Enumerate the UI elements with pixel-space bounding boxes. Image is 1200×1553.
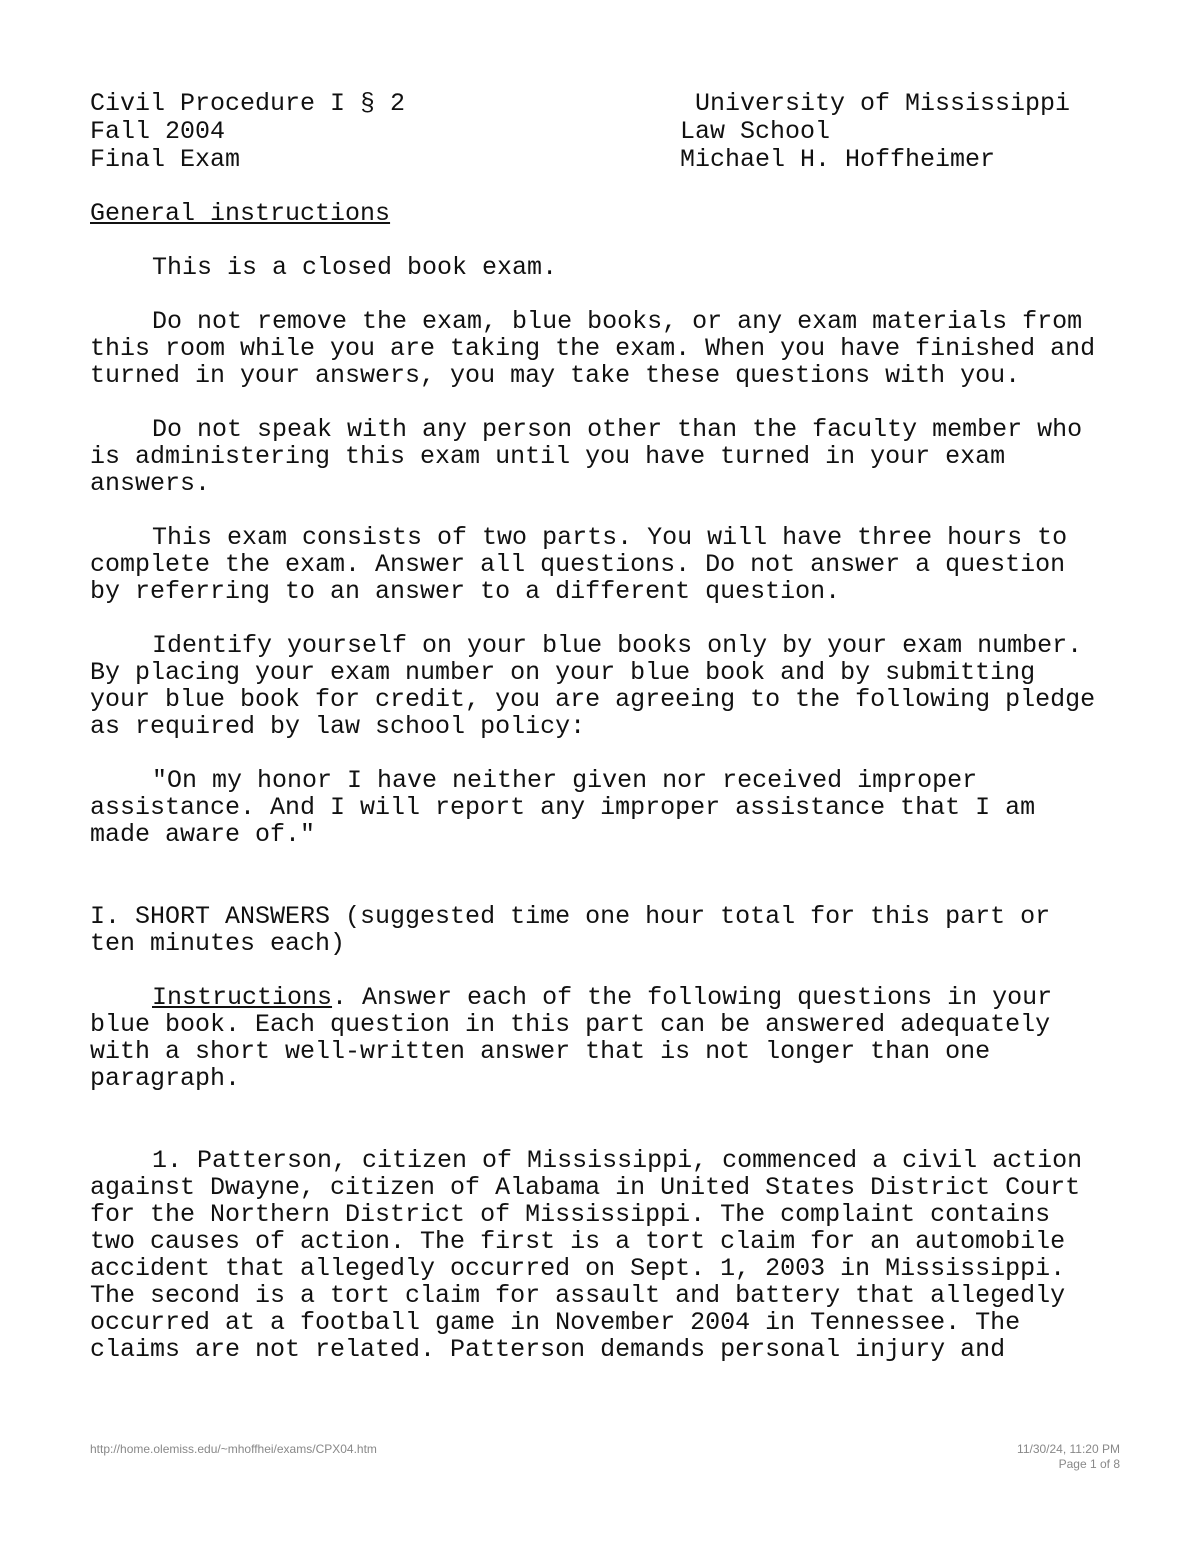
header-row — [90, 90, 1120, 118]
text-line: by referring to an answer to a different question. — [90, 577, 841, 606]
instruction-paragraph — [90, 524, 1120, 605]
question-1 — [90, 1147, 1120, 1363]
exam-header — [90, 90, 1120, 174]
text-line: ten minutes each) — [90, 929, 346, 958]
text-line: Do not remove the exam, blue books, or any exam materials from — [152, 307, 1083, 336]
text-line: made aware of." — [90, 820, 316, 849]
text-line: Instructions. Answer each of the following questions in your — [152, 983, 1053, 1012]
footer-meta — [1017, 1442, 1120, 1472]
text-line: accident that allegedly occurred on Sept. 1, 2003 in Mississippi. — [90, 1254, 1066, 1283]
header-row — [90, 118, 1120, 146]
instruction-paragraph — [90, 254, 1120, 281]
text-line: occurred at a football game in November 2004 in Tennessee. The — [90, 1308, 1021, 1337]
general-instructions-heading: General instructions — [90, 199, 391, 228]
footer-datetime: 11/30/24, 11:20 PM — [1017, 1442, 1120, 1456]
footer-page-number: Page 1 of 8 — [1058, 1457, 1120, 1471]
text-line: as required by law school policy: — [90, 712, 586, 741]
part-one-title — [90, 903, 1120, 957]
text-line: claims are not related. Patterson demands personal injury and — [90, 1335, 1006, 1364]
text-line: I. SHORT ANSWERS (suggested time one hour total for this part or — [90, 902, 1051, 931]
text-line: This is a closed book exam. — [152, 253, 558, 282]
text-line: This exam consists of two parts. You will have three hours to — [152, 523, 1068, 552]
header-row — [90, 146, 1120, 174]
text-line: answers. — [90, 469, 211, 498]
text-line: turned in your answers, you may take these questions with you. — [90, 361, 1021, 390]
instruction-paragraph — [90, 632, 1120, 740]
text-line: By placing your exam number on your blue book and by submitting — [90, 658, 1036, 687]
text-line: for the Northern District of Mississippi. The complaint contains — [90, 1200, 1051, 1229]
professor-name: Michael H. Hoffheimer — [680, 145, 996, 174]
text-line: 1. Patterson, citizen of Mississippi, commenced a civil action — [152, 1146, 1083, 1175]
text-line: this room while you are taking the exam. When you have finished and — [90, 334, 1096, 363]
exam-body — [90, 200, 1120, 1363]
school-name: Law School — [680, 117, 831, 146]
honor-pledge — [90, 767, 1120, 848]
part-one-instructions — [90, 984, 1120, 1092]
instruction-paragraph — [90, 308, 1120, 389]
text-line: The second is a tort claim for assault and battery that allegedly — [90, 1281, 1066, 1310]
text-line: blue book. Each question in this part can be answered adequately — [90, 1010, 1051, 1039]
text-line: your blue book for credit, you are agreeing to the following pledge — [90, 685, 1096, 714]
text-line: "On my honor I have neither given nor received improper — [152, 766, 978, 795]
course-title: Civil Procedure I § 2 — [90, 89, 406, 118]
text-line: assistance. And I will report any improper assistance that I am — [90, 793, 1036, 822]
exam-type: Final Exam — [90, 145, 241, 174]
text-line: is administering this exam until you have turned in your exam — [90, 442, 1006, 471]
text-line: complete the exam. Answer all questions. Do not answer a question — [90, 550, 1066, 579]
text-line: two causes of action. The first is a tort claim for an automobile — [90, 1227, 1066, 1256]
text-line: against Dwayne, citizen of Alabama in United States District Court — [90, 1173, 1081, 1202]
text-line: with a short well-written answer that is not longer than one — [90, 1037, 991, 1066]
text-line: paragraph. — [90, 1064, 241, 1093]
footer-url: http://home.olemiss.edu/~mhoffhei/exams/CPX04.htm — [90, 1442, 377, 1456]
text-line: Do not speak with any person other than the faculty member who — [152, 415, 1083, 444]
instruction-paragraph — [90, 416, 1120, 497]
university-name: University of Mississippi — [680, 89, 1071, 118]
text-line: Identify yourself on your blue books only by your exam number. — [152, 631, 1083, 660]
term: Fall 2004 — [90, 117, 226, 146]
instructions-label: Instructions — [152, 983, 333, 1012]
